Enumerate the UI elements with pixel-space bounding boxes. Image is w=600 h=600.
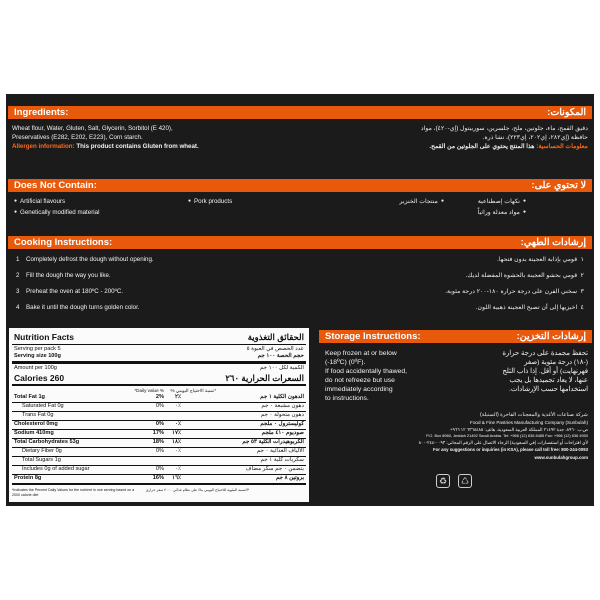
cooking-step-text: Preheat the oven at 180ºC - 200ºC. xyxy=(26,288,124,295)
cooking-step-number-ar: ٣ xyxy=(580,288,584,295)
allergen-text: This product contains Gluten from wheat. xyxy=(76,143,199,150)
suggestions-en: For any suggestions or inquiries (in KSA), please call toll free: 800-244-0093 xyxy=(433,447,588,452)
ingredients-line-ar-2: حافظة (إي٢٨٢، إي٢٠٢، إي٢٢٣)، نشا ذرة. xyxy=(482,134,588,141)
cooking-step-number: 4 xyxy=(16,304,20,311)
company-name-en: Food & Fine Pastries Manufacturing Company (Sunbulah) xyxy=(470,420,588,425)
allergen-info xyxy=(12,143,199,152)
allergen-info-ar xyxy=(429,143,588,152)
company-address-en: P.O. Box 8960, Jeddah 21492 Saudi Arabia. Tel: +966 (12) 636 8485 Fax: +966 (12) 636 4950 xyxy=(426,433,588,438)
daily-value-ar: *نسبة الاحتياج اليومي % xyxy=(170,388,216,393)
website: www.sunbulahgroup.com xyxy=(534,455,588,460)
ingredients-line-2: Preservatives (E282, E202, E223), Corn starch. xyxy=(12,134,143,141)
serving-per-pack: Serving per pack 5 xyxy=(14,346,61,352)
allergen-label: Allergen information: xyxy=(12,143,75,150)
storage-line-2: (-18ºC) (0ºF). xyxy=(325,359,366,366)
nutrient-dv-ar: ٢٪ xyxy=(174,394,181,400)
nutrient-dv-ar: ٠٪ xyxy=(174,403,181,409)
storage-line-4: do not refreeze but use xyxy=(325,377,395,384)
nutrient-label-ar: بروتين ٨ جم xyxy=(275,475,304,481)
ingredients-title-ar: المكونات: xyxy=(547,107,586,118)
nutrition-title-ar: الحقائق التغذوية xyxy=(247,332,304,342)
daily-value-en: *Daily value % xyxy=(134,388,164,393)
nutrient-label-ar: الكربوهيدرات الكلية ٥٣ جم xyxy=(242,439,304,445)
nutrient-label-ar: دهون متحولة ٠ جم xyxy=(260,412,304,418)
cooking-step-number: 2 xyxy=(16,272,20,279)
nutrient-label-ar: دهون مشبعة ٠ جم xyxy=(261,403,304,409)
does-not-contain-title: Does Not Contain: xyxy=(14,180,97,191)
does-not-contain-header-bar xyxy=(8,179,592,192)
dnc-item-gmo: ● Genetically modified material xyxy=(14,209,99,218)
nutrient-label-ar: يتضمن ٠ جم سكر مضاف xyxy=(245,466,304,472)
nutrient-label: Dietary Fiber 0g xyxy=(22,448,62,454)
nutrient-dv-ar: ١٧٪ xyxy=(171,430,181,436)
cooking-title: Cooking Instructions: xyxy=(14,237,113,248)
cooking-step-ar-4 xyxy=(476,304,584,313)
calories: Calories 260 xyxy=(14,373,65,383)
cooking-step-text-ar: سخني الفرن على درجة حرارة ١٨٠-٢٠٠ درجة مئوية. xyxy=(445,288,578,295)
cooking-step-number-ar: ٤ xyxy=(580,304,584,311)
dnc-item-ar-3: ● منتجات الخنزير xyxy=(399,198,444,207)
company-address-ar: ص.ب ٨٩٦٠، جدة ٢١٤٩٢ المملكة العربية السعودية، هاتف: ٦٣٦٨٤٨٥ ١٢ ٩٦٦+ xyxy=(449,427,588,432)
cooking-step-text: Completely defrost the dough without opening. xyxy=(26,256,154,263)
serving-size-ar: حجم الحصة ١٠٠ جم xyxy=(257,353,304,359)
nutrient-label: Total Fat 1g xyxy=(14,394,45,400)
storage-header-bar xyxy=(319,330,592,343)
allergen-label-ar: معلومات الحساسية: xyxy=(536,143,588,150)
storage-line-ar-4: عنها، لا يعاد تجميدها بل يجب xyxy=(509,377,588,384)
nutrient-label-ar: الدهون الكلية ١ جم xyxy=(260,394,304,400)
dnc-item-ar-1: ● نكهات إصطناعية xyxy=(478,198,526,207)
nutrient-label-ar: كوليسترول ٠ ملجم xyxy=(260,421,304,427)
nutrition-title: Nutrition Facts xyxy=(14,332,74,342)
company-name-ar: شركة صناعات الأغذية والمعجنات الفاخرة (السنبلة) xyxy=(480,412,588,418)
cooking-step-ar-1 xyxy=(497,256,584,265)
nutrient-dv: 17% xyxy=(152,430,164,436)
nutrient-dv: 18% xyxy=(152,439,164,445)
cooking-title-ar: إرشادات الطهي: xyxy=(520,237,586,248)
divider xyxy=(12,344,306,345)
storage-title-ar: إرشادات التخزين: xyxy=(516,331,586,342)
cooking-step-text-ar: قومي بحشو العجينة بالحشوة المفضلة لديك. xyxy=(465,272,578,279)
amount-per: Amount per 100g xyxy=(14,365,57,371)
cooking-step-text: Bake it until the dough turns golden color. xyxy=(26,304,140,311)
nutrient-label: Total Carbohydrates 53g xyxy=(14,439,80,445)
does-not-contain-title-ar: لا تحتوي على: xyxy=(531,180,586,191)
nutrient-dv-ar: ١٦٪ xyxy=(171,475,181,481)
label-panel xyxy=(6,94,594,506)
ingredients-header-bar xyxy=(8,106,592,119)
storage-line-1: Keep frozen at or below xyxy=(325,350,397,357)
cooking-step-2 xyxy=(16,272,111,281)
cooking-step-number-ar: ١ xyxy=(580,256,584,263)
suggestions-ar: لأي اقتراحات أو استفسارات (في السعودية) الرجاء الاتصال على الرقم المجاني: ٠٠٩٣-٢٤٤-٨٠٠ xyxy=(418,440,588,445)
nutrient-label: Trans Fat 0g xyxy=(22,412,54,418)
nutrient-dv-ar: ١٨٪ xyxy=(171,439,181,445)
amount-per-ar: الكمية لكل ١٠٠ جم xyxy=(259,365,304,371)
nutrition-footnote-ar: *النسبة المئوية للاحتياج اليومي بناءً على نظام غذائي ٢٠٠٠ سعر حراري xyxy=(145,488,249,492)
ingredients-line-1: Wheat flour, Water, Gluten, Salt, Glycerin, Sorbitol (E 420), xyxy=(12,125,173,132)
nutrient-dv-ar: ٠٪ xyxy=(174,466,181,472)
storage-line-ar-2: (-١٨) درجة مئوية (صفر xyxy=(524,359,588,366)
storage-line-ar-5: استخدامها حسب الإرشادات. xyxy=(508,386,588,393)
nutrition-facts-table xyxy=(9,328,309,502)
nutrient-label: Sodium 410mg xyxy=(14,430,54,436)
storage-line-5: immediately according xyxy=(325,386,393,393)
nutrient-label-ar: سكريات كلية ١ جم xyxy=(260,457,304,463)
divider xyxy=(12,384,306,386)
storage-line-3: If food accidentally thawed, xyxy=(325,368,407,375)
cooking-step-ar-3 xyxy=(445,288,584,297)
cooking-step-text: Fill the dough the way you like. xyxy=(26,272,111,279)
ingredients-line-ar-1: دقيق القمح، ماء، جلوتين، ملح، جلسرين، سوربيتول (إي-٤٢٠)، مواد xyxy=(420,125,588,132)
calories-ar: السعرات الحرارية ٢٦٠ xyxy=(225,373,304,383)
nutrition-footnote: *Indicates the Percent Daily Values for the nutrient in one serving based on a 2000 calorie diet xyxy=(12,488,135,497)
dnc-item-artificial-flavours: ● Artificial flavours xyxy=(14,198,65,207)
cooking-step-1 xyxy=(16,256,154,265)
cooking-step-3 xyxy=(16,288,123,297)
cooking-step-ar-2 xyxy=(466,272,584,281)
storage-line-ar-3: فهرنهايت) أو أقل. إذا ذاب الثلج xyxy=(502,368,588,375)
allergen-text-ar: هذا المنتج يحتوي على الجلوتين من القمح. xyxy=(429,143,535,150)
nutrient-label-ar: الألياف الغذائية ٠ جم xyxy=(256,448,304,454)
nutrient-label: Protein 8g xyxy=(14,475,42,481)
nutrient-dv: 0% xyxy=(155,448,164,454)
divider xyxy=(12,361,306,364)
dnc-item-pork: ● Pork products xyxy=(188,198,232,207)
nutrient-label: Saturated Fat 0g xyxy=(22,403,64,409)
tidyman-icon: ♺ xyxy=(458,474,472,488)
nutrient-dv: 0% xyxy=(155,466,164,472)
ingredients-title: Ingredients: xyxy=(14,107,69,118)
storage-line-ar-1: تحفظ مجمدة على درجة حرارة xyxy=(502,350,588,357)
cooking-step-number: 3 xyxy=(16,288,20,295)
cooking-header-bar xyxy=(8,236,592,249)
cooking-step-text-ar: قومي بإذابة العجينة بدون فتحها. xyxy=(497,256,578,263)
recycle-icon: ♻ xyxy=(436,474,450,488)
nutrient-dv: 2% xyxy=(155,394,164,400)
dnc-item-ar-2: ● مواد معدلة وراثياً xyxy=(478,209,526,218)
serving-size: Serving size 100g xyxy=(14,353,61,359)
nutrient-label: Cholesterol 0mg xyxy=(14,421,58,427)
cooking-step-text-ar: اخبزيها إلى أن تصبح العجينة ذهبية اللون. xyxy=(475,304,578,311)
nutrient-dv: 16% xyxy=(152,475,164,481)
nutrient-label: Total Sugars 1g xyxy=(22,457,61,463)
nutrient-dv-ar: ٠٪ xyxy=(174,421,181,427)
divider xyxy=(12,483,306,485)
storage-title: Storage Instructions: xyxy=(325,331,421,342)
cooking-step-4 xyxy=(16,304,140,313)
cooking-step-number-ar: ٢ xyxy=(580,272,584,279)
nutrient-dv-ar: ٠٪ xyxy=(174,448,181,454)
storage-line-6: to instructions. xyxy=(325,395,369,402)
cooking-step-number: 1 xyxy=(16,256,20,263)
nutrient-label: Includes 0g of added sugar xyxy=(22,466,90,472)
serving-per-pack-ar: عدد الحصص في العبوة ٥ xyxy=(246,346,304,352)
nutrient-dv: 0% xyxy=(155,403,164,409)
nutrient-label-ar: صوديوم ٤١٠ ملجم xyxy=(261,430,304,436)
nutrient-dv: 0% xyxy=(155,421,164,427)
